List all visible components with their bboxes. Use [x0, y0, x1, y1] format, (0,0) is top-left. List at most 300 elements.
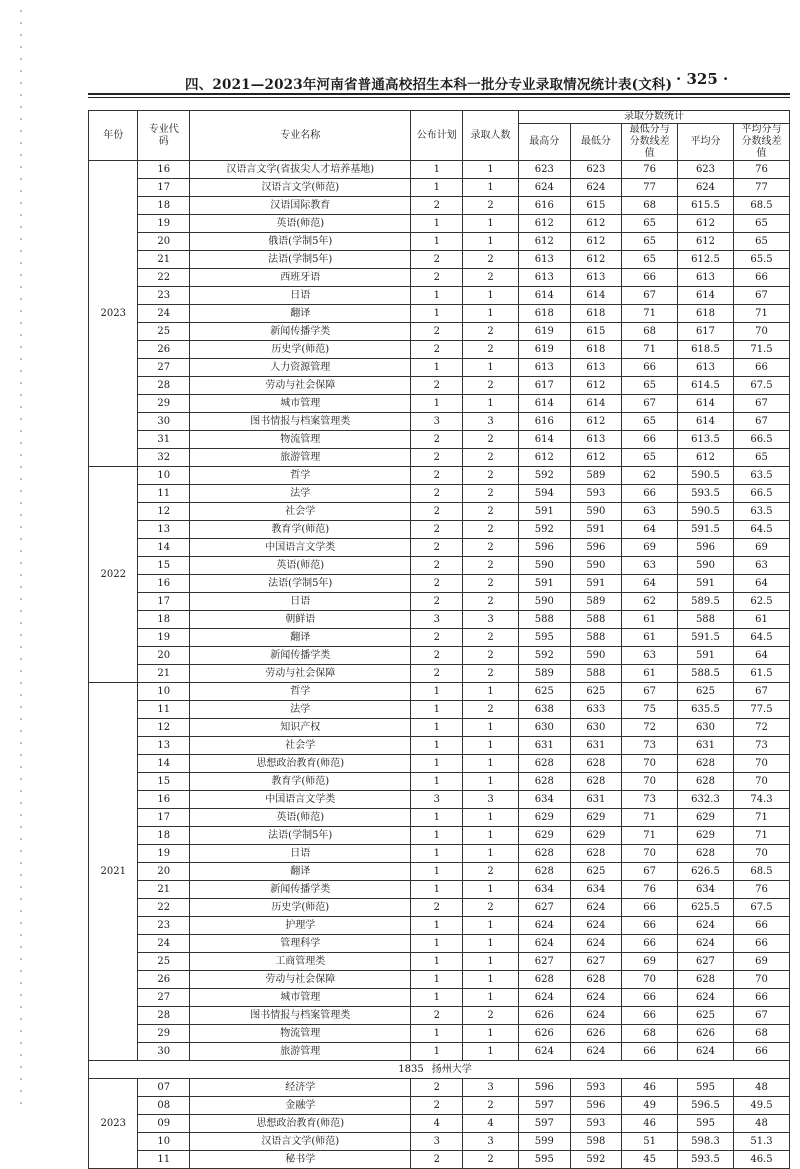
major-name: 管理科学	[190, 935, 411, 953]
min-score: 590	[570, 503, 622, 521]
major-code: 10	[138, 683, 190, 701]
table-row	[89, 593, 790, 611]
admitted: 1	[463, 161, 519, 179]
table-row	[89, 305, 790, 323]
max-score: 628	[518, 845, 570, 863]
avg-score: 631	[678, 737, 734, 755]
major-code: 28	[138, 377, 190, 395]
admitted: 2	[463, 629, 519, 647]
plan: 1	[411, 683, 463, 701]
major-name: 劳动与社会保障	[190, 665, 411, 683]
min-diff: 66	[622, 989, 678, 1007]
admitted: 1	[463, 917, 519, 935]
admitted: 2	[463, 665, 519, 683]
avg-score: 624	[678, 989, 734, 1007]
min-score: 627	[570, 953, 622, 971]
year-cell: 2022	[89, 467, 138, 683]
min-diff: 64	[622, 521, 678, 539]
min-diff: 61	[622, 629, 678, 647]
avg-score: 588.5	[678, 665, 734, 683]
max-score: 613	[518, 359, 570, 377]
max-score: 616	[518, 197, 570, 215]
plan: 1	[411, 395, 463, 413]
major-name: 物流管理	[190, 431, 411, 449]
major-code: 11	[138, 485, 190, 503]
major-code: 08	[138, 1097, 190, 1115]
max-score: 592	[518, 521, 570, 539]
table-row	[89, 1115, 790, 1133]
major-name: 俄语(学制5年)	[190, 233, 411, 251]
avg-score: 612	[678, 233, 734, 251]
min-diff: 62	[622, 467, 678, 485]
avg-score: 614	[678, 413, 734, 431]
major-name: 哲学	[190, 467, 411, 485]
col-admitted: 录取人数	[463, 111, 519, 161]
admitted: 2	[463, 575, 519, 593]
table-row	[89, 701, 790, 719]
max-score: 612	[518, 449, 570, 467]
major-name: 思想政治教育(师范)	[190, 1115, 411, 1133]
max-score: 617	[518, 377, 570, 395]
min-score: 612	[570, 449, 622, 467]
avg-score: 628	[678, 773, 734, 791]
major-code: 29	[138, 1025, 190, 1043]
major-name: 金融学	[190, 1097, 411, 1115]
plan: 1	[411, 845, 463, 863]
max-score: 613	[518, 269, 570, 287]
avg-score: 591.5	[678, 629, 734, 647]
avg-diff: 66	[733, 935, 789, 953]
max-score: 629	[518, 827, 570, 845]
major-name: 翻译	[190, 629, 411, 647]
min-score: 634	[570, 881, 622, 899]
table-row	[89, 251, 790, 269]
max-score: 590	[518, 557, 570, 575]
admitted: 2	[463, 503, 519, 521]
plan: 1	[411, 809, 463, 827]
page-number: · 325 ·	[676, 70, 729, 88]
max-score: 613	[518, 251, 570, 269]
min-diff: 71	[622, 809, 678, 827]
admitted: 2	[463, 701, 519, 719]
min-diff: 66	[622, 935, 678, 953]
min-diff: 51	[622, 1133, 678, 1151]
major-name: 人力资源管理	[190, 359, 411, 377]
col-major: 专业名称	[190, 111, 411, 161]
min-score: 590	[570, 557, 622, 575]
admitted: 1	[463, 233, 519, 251]
avg-score: 624	[678, 1043, 734, 1061]
avg-diff: 67	[733, 395, 789, 413]
avg-score: 591	[678, 575, 734, 593]
major-name: 新闻传播学类	[190, 323, 411, 341]
avg-diff: 66	[733, 359, 789, 377]
avg-diff: 71	[733, 305, 789, 323]
school-name: 扬州大学	[431, 1063, 472, 1075]
major-code: 31	[138, 431, 190, 449]
admitted: 2	[463, 269, 519, 287]
max-score: 612	[518, 215, 570, 233]
major-code: 19	[138, 215, 190, 233]
avg-diff: 69	[733, 953, 789, 971]
min-diff: 72	[622, 719, 678, 737]
min-diff: 65	[622, 215, 678, 233]
min-diff: 73	[622, 737, 678, 755]
avg-diff: 64.5	[733, 521, 789, 539]
plan: 1	[411, 917, 463, 935]
admitted: 1	[463, 1025, 519, 1043]
table-row	[89, 1151, 790, 1169]
avg-diff: 65	[733, 215, 789, 233]
avg-score: 591.5	[678, 521, 734, 539]
avg-score: 590	[678, 557, 734, 575]
plan: 4	[411, 1115, 463, 1133]
avg-diff: 71.5	[733, 341, 789, 359]
plan: 1	[411, 287, 463, 305]
min-score: 593	[570, 485, 622, 503]
table-row	[89, 719, 790, 737]
table-row	[89, 989, 790, 1007]
table-row	[89, 1133, 790, 1151]
plan: 1	[411, 701, 463, 719]
max-score: 624	[518, 917, 570, 935]
avg-diff: 66	[733, 917, 789, 935]
table-row	[89, 1079, 790, 1097]
plan: 1	[411, 827, 463, 845]
table-row	[89, 449, 790, 467]
table-row	[89, 1043, 790, 1061]
avg-diff: 70	[733, 773, 789, 791]
min-score: 629	[570, 809, 622, 827]
avg-diff: 71	[733, 809, 789, 827]
max-score: 616	[518, 413, 570, 431]
major-code: 07	[138, 1079, 190, 1097]
avg-score: 624	[678, 935, 734, 953]
min-diff: 66	[622, 269, 678, 287]
major-name: 秘书学	[190, 1151, 411, 1169]
table-row	[89, 971, 790, 989]
min-score: 624	[570, 899, 622, 917]
plan: 2	[411, 467, 463, 485]
table-row	[89, 269, 790, 287]
major-code: 19	[138, 629, 190, 647]
admitted: 3	[463, 413, 519, 431]
plan: 3	[411, 791, 463, 809]
avg-score: 614	[678, 287, 734, 305]
major-name: 法学	[190, 485, 411, 503]
min-diff: 67	[622, 395, 678, 413]
admitted: 2	[463, 863, 519, 881]
table-row	[89, 755, 790, 773]
plan: 2	[411, 629, 463, 647]
major-code: 14	[138, 755, 190, 773]
min-diff: 69	[622, 953, 678, 971]
major-name: 日语	[190, 845, 411, 863]
table-row	[89, 557, 790, 575]
min-diff: 62	[622, 593, 678, 611]
min-score: 615	[570, 197, 622, 215]
min-diff: 65	[622, 233, 678, 251]
max-score: 627	[518, 953, 570, 971]
table-row	[89, 341, 790, 359]
major-code: 27	[138, 359, 190, 377]
avg-diff: 66	[733, 269, 789, 287]
table-row	[89, 215, 790, 233]
min-score: 612	[570, 251, 622, 269]
min-score: 596	[570, 1097, 622, 1115]
major-code: 20	[138, 233, 190, 251]
min-score: 612	[570, 413, 622, 431]
major-code: 17	[138, 179, 190, 197]
min-diff: 65	[622, 413, 678, 431]
min-score: 628	[570, 845, 622, 863]
admitted: 2	[463, 431, 519, 449]
max-score: 628	[518, 971, 570, 989]
table-row	[89, 683, 790, 701]
major-name: 护理学	[190, 917, 411, 935]
max-score: 614	[518, 395, 570, 413]
min-score: 624	[570, 989, 622, 1007]
min-score: 593	[570, 1079, 622, 1097]
table-row	[89, 179, 790, 197]
plan: 1	[411, 755, 463, 773]
major-code: 21	[138, 251, 190, 269]
avg-diff: 61	[733, 611, 789, 629]
plan: 3	[411, 611, 463, 629]
max-score: 619	[518, 341, 570, 359]
max-score: 594	[518, 485, 570, 503]
major-name: 日语	[190, 287, 411, 305]
major-name: 法学	[190, 701, 411, 719]
major-code: 09	[138, 1115, 190, 1133]
min-diff: 63	[622, 503, 678, 521]
avg-score: 617	[678, 323, 734, 341]
major-code: 25	[138, 953, 190, 971]
plan: 2	[411, 593, 463, 611]
min-diff: 67	[622, 863, 678, 881]
min-diff: 71	[622, 305, 678, 323]
min-score: 615	[570, 323, 622, 341]
table-row	[89, 809, 790, 827]
min-score: 625	[570, 863, 622, 881]
avg-diff: 70	[733, 323, 789, 341]
admitted: 2	[463, 557, 519, 575]
min-diff: 68	[622, 197, 678, 215]
min-score: 631	[570, 791, 622, 809]
plan: 2	[411, 341, 463, 359]
major-code: 22	[138, 899, 190, 917]
avg-score: 625	[678, 683, 734, 701]
avg-diff: 66	[733, 1043, 789, 1061]
major-name: 旅游管理	[190, 449, 411, 467]
major-code: 24	[138, 305, 190, 323]
binding-margin	[20, 10, 22, 1110]
table-row	[89, 845, 790, 863]
avg-score: 626	[678, 1025, 734, 1043]
admitted: 1	[463, 845, 519, 863]
year-cell: 2023	[89, 1079, 138, 1169]
min-score: 618	[570, 305, 622, 323]
col-year: 年份	[89, 111, 138, 161]
avg-score: 614.5	[678, 377, 734, 395]
plan: 2	[411, 557, 463, 575]
major-name: 英语(师范)	[190, 557, 411, 575]
admitted: 3	[463, 791, 519, 809]
plan: 2	[411, 575, 463, 593]
plan: 2	[411, 1151, 463, 1169]
table-row	[89, 323, 790, 341]
min-diff: 70	[622, 773, 678, 791]
major-name: 西班牙语	[190, 269, 411, 287]
major-code: 19	[138, 845, 190, 863]
min-score: 625	[570, 683, 622, 701]
plan: 2	[411, 1007, 463, 1025]
plan: 1	[411, 305, 463, 323]
min-score: 628	[570, 755, 622, 773]
min-diff: 65	[622, 449, 678, 467]
major-name: 法语(学制5年)	[190, 827, 411, 845]
min-score: 591	[570, 521, 622, 539]
table-row	[89, 863, 790, 881]
min-score: 631	[570, 737, 622, 755]
major-name: 城市管理	[190, 395, 411, 413]
avg-diff: 73	[733, 737, 789, 755]
max-score: 592	[518, 467, 570, 485]
plan: 1	[411, 773, 463, 791]
max-score: 624	[518, 989, 570, 1007]
plan: 2	[411, 485, 463, 503]
max-score: 628	[518, 863, 570, 881]
plan: 2	[411, 1097, 463, 1115]
avg-diff: 68	[733, 1025, 789, 1043]
avg-score: 615.5	[678, 197, 734, 215]
avg-score: 595	[678, 1115, 734, 1133]
major-name: 法语(学制5年)	[190, 575, 411, 593]
admitted: 1	[463, 737, 519, 755]
avg-score: 612.5	[678, 251, 734, 269]
major-name: 工商管理类	[190, 953, 411, 971]
admitted: 1	[463, 827, 519, 845]
avg-score: 629	[678, 827, 734, 845]
admitted: 2	[463, 899, 519, 917]
avg-diff: 70	[733, 845, 789, 863]
major-name: 汉语言文学(师范)	[190, 179, 411, 197]
min-score: 613	[570, 269, 622, 287]
avg-score: 627	[678, 953, 734, 971]
major-name: 劳动与社会保障	[190, 971, 411, 989]
major-name: 劳动与社会保障	[190, 377, 411, 395]
admission-table	[88, 110, 790, 1169]
major-name: 思想政治教育(师范)	[190, 755, 411, 773]
admitted: 1	[463, 683, 519, 701]
avg-diff: 63	[733, 557, 789, 575]
table-row	[89, 467, 790, 485]
avg-score: 590.5	[678, 467, 734, 485]
max-score: 625	[518, 683, 570, 701]
min-score: 614	[570, 395, 622, 413]
min-score: 590	[570, 647, 622, 665]
min-score: 629	[570, 827, 622, 845]
table-row	[89, 1025, 790, 1043]
avg-score: 613	[678, 269, 734, 287]
min-score: 592	[570, 1151, 622, 1169]
major-code: 14	[138, 539, 190, 557]
max-score: 590	[518, 593, 570, 611]
plan: 1	[411, 179, 463, 197]
plan: 2	[411, 647, 463, 665]
plan: 1	[411, 359, 463, 377]
table-row	[89, 395, 790, 413]
min-score: 624	[570, 1007, 622, 1025]
table-row	[89, 791, 790, 809]
min-diff: 45	[622, 1151, 678, 1169]
min-score: 628	[570, 971, 622, 989]
admitted: 3	[463, 1133, 519, 1151]
min-diff: 77	[622, 179, 678, 197]
avg-score: 590.5	[678, 503, 734, 521]
min-score: 623	[570, 161, 622, 179]
min-diff: 66	[622, 1043, 678, 1061]
header-rule-thick	[88, 93, 790, 95]
min-diff: 66	[622, 485, 678, 503]
admitted: 3	[463, 1079, 519, 1097]
table-row	[89, 287, 790, 305]
max-score: 626	[518, 1025, 570, 1043]
plan: 2	[411, 323, 463, 341]
avg-score: 618	[678, 305, 734, 323]
table-row	[89, 953, 790, 971]
avg-score: 625.5	[678, 899, 734, 917]
plan: 2	[411, 269, 463, 287]
major-code: 22	[138, 269, 190, 287]
min-score: 591	[570, 575, 622, 593]
major-name: 图书情报与档案管理类	[190, 1007, 411, 1025]
avg-diff: 77	[733, 179, 789, 197]
major-code: 18	[138, 197, 190, 215]
avg-score: 629	[678, 809, 734, 827]
avg-diff: 68.5	[733, 197, 789, 215]
admitted: 2	[463, 521, 519, 539]
avg-score: 593.5	[678, 485, 734, 503]
min-diff: 65	[622, 251, 678, 269]
col-code: 专业代码	[138, 111, 190, 161]
table-row	[89, 629, 790, 647]
table-row	[89, 647, 790, 665]
admitted: 1	[463, 989, 519, 1007]
avg-score: 613.5	[678, 431, 734, 449]
major-code: 13	[138, 521, 190, 539]
min-score: 613	[570, 431, 622, 449]
max-score: 627	[518, 899, 570, 917]
min-diff: 73	[622, 791, 678, 809]
min-diff: 71	[622, 341, 678, 359]
max-score: 628	[518, 755, 570, 773]
plan: 3	[411, 1133, 463, 1151]
min-diff: 63	[622, 647, 678, 665]
table-header	[89, 111, 790, 161]
table-row	[89, 665, 790, 683]
plan: 2	[411, 449, 463, 467]
avg-diff: 76	[733, 881, 789, 899]
table-row	[89, 1097, 790, 1115]
min-score: 588	[570, 665, 622, 683]
min-score: 612	[570, 233, 622, 251]
min-score: 612	[570, 215, 622, 233]
max-score: 630	[518, 719, 570, 737]
min-diff: 71	[622, 827, 678, 845]
admitted: 2	[463, 593, 519, 611]
max-score: 626	[518, 1007, 570, 1025]
